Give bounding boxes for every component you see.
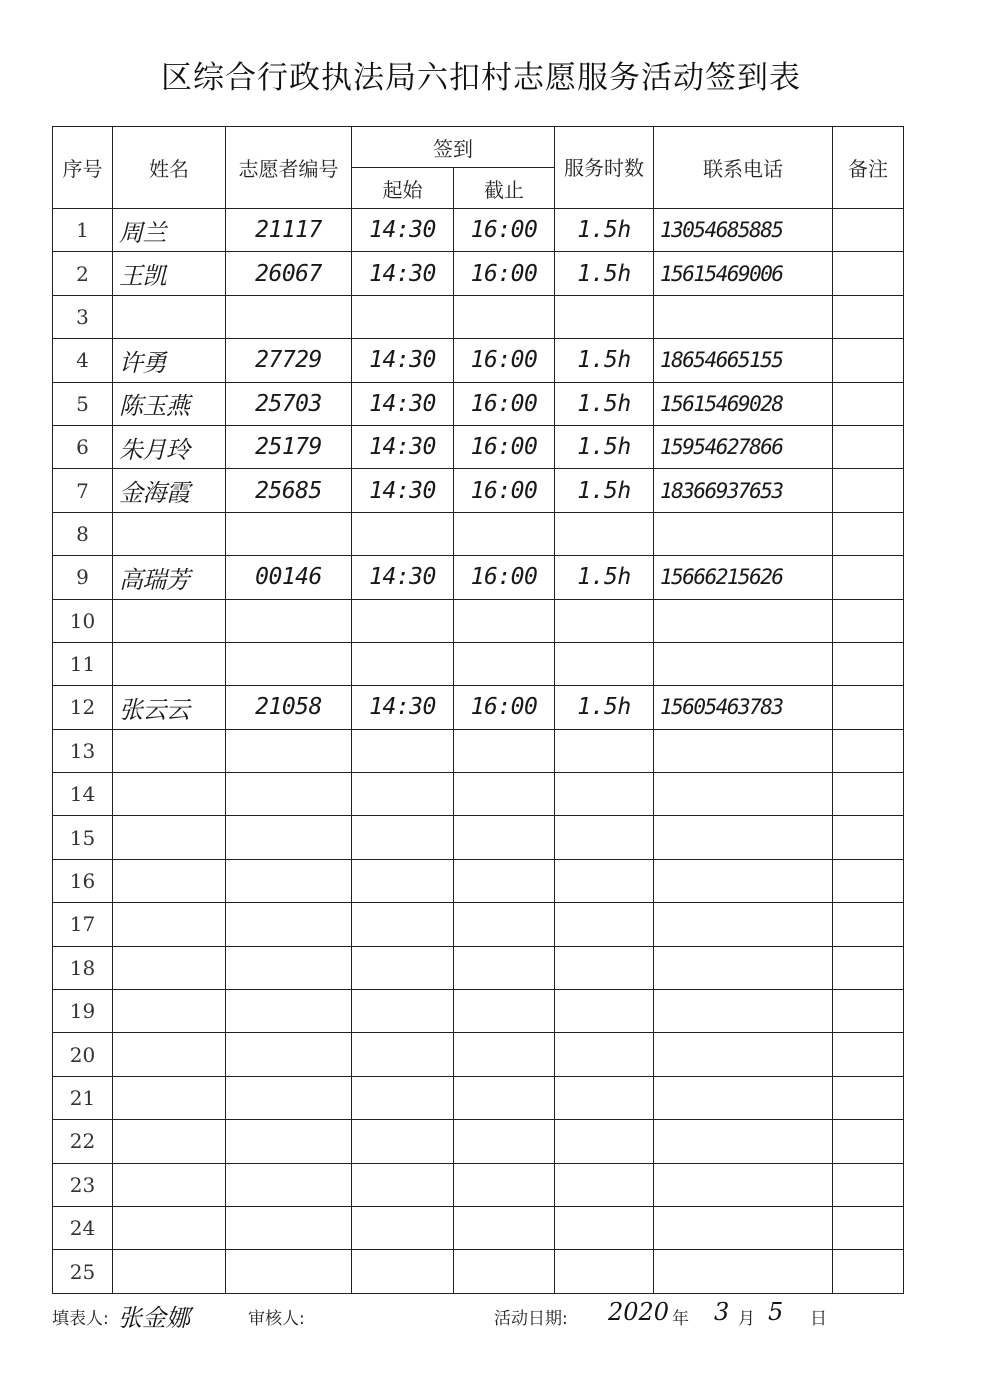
phone-number bbox=[654, 816, 833, 859]
date-year: 2020 bbox=[608, 1298, 670, 1326]
table-row bbox=[53, 990, 904, 1033]
row-number: 4 bbox=[53, 339, 113, 382]
service-hours bbox=[555, 295, 654, 338]
phone-number: 15615469028 bbox=[654, 382, 833, 425]
table-row bbox=[53, 642, 904, 685]
table-row bbox=[53, 1163, 904, 1206]
volunteer-name bbox=[113, 512, 226, 555]
form-title: 区综合行政执法局六扣村志愿服务活动签到表 bbox=[161, 60, 801, 96]
phone-number: 15615469006 bbox=[654, 252, 833, 295]
row-number: 9 bbox=[53, 556, 113, 599]
date-day: 5 bbox=[768, 1298, 784, 1326]
start-time: 14:30 bbox=[352, 339, 454, 382]
table-body bbox=[53, 209, 904, 1294]
header-service-hours: 服务时数 bbox=[555, 127, 654, 209]
end-time: 16:00 bbox=[454, 339, 555, 382]
service-hours bbox=[555, 1033, 654, 1076]
volunteer-name bbox=[113, 773, 226, 816]
end-time: 16:00 bbox=[454, 686, 555, 729]
row-number: 8 bbox=[53, 512, 113, 555]
end-time: 16:00 bbox=[454, 382, 555, 425]
volunteer-id bbox=[226, 990, 352, 1033]
row-number: 3 bbox=[53, 295, 113, 338]
volunteer-name bbox=[113, 1033, 226, 1076]
service-hours: 1.5h bbox=[555, 686, 654, 729]
end-time bbox=[454, 903, 555, 946]
service-hours bbox=[555, 903, 654, 946]
table-row bbox=[53, 252, 904, 295]
service-hours: 1.5h bbox=[555, 382, 654, 425]
end-time bbox=[454, 512, 555, 555]
table-row bbox=[53, 512, 904, 555]
start-time: 14:30 bbox=[352, 469, 454, 512]
end-time bbox=[454, 1206, 555, 1249]
end-time bbox=[454, 946, 555, 989]
volunteer-name bbox=[113, 1206, 226, 1249]
service-hours: 1.5h bbox=[555, 556, 654, 599]
start-time bbox=[352, 1076, 454, 1119]
reviewer-label: 审核人: bbox=[248, 1309, 305, 1329]
volunteer-name bbox=[113, 599, 226, 642]
volunteer-name: 王凯 bbox=[113, 252, 226, 295]
header-volunteer-id: 志愿者编号 bbox=[226, 127, 352, 209]
header-name: 姓名 bbox=[113, 127, 226, 209]
start-time: 14:30 bbox=[352, 425, 454, 468]
end-time: 16:00 bbox=[454, 252, 555, 295]
volunteer-id bbox=[226, 1250, 352, 1293]
date-label: 活动日期: bbox=[494, 1309, 568, 1329]
start-time bbox=[352, 903, 454, 946]
volunteer-id: 26067 bbox=[226, 252, 352, 295]
volunteer-name bbox=[113, 1250, 226, 1293]
table-row bbox=[53, 382, 904, 425]
volunteer-name: 许勇 bbox=[113, 339, 226, 382]
service-hours bbox=[555, 1206, 654, 1249]
phone-number bbox=[654, 773, 833, 816]
end-time: 16:00 bbox=[454, 556, 555, 599]
volunteer-id bbox=[226, 512, 352, 555]
row-number: 2 bbox=[53, 252, 113, 295]
table-row bbox=[53, 903, 904, 946]
phone-number bbox=[654, 1163, 833, 1206]
service-hours bbox=[555, 1163, 654, 1206]
volunteer-name: 朱月玲 bbox=[113, 425, 226, 468]
remark bbox=[833, 903, 904, 946]
start-time bbox=[352, 1206, 454, 1249]
table-row bbox=[53, 1120, 904, 1163]
header-start: 起始 bbox=[352, 168, 454, 209]
row-number: 10 bbox=[53, 599, 113, 642]
remark bbox=[833, 1163, 904, 1206]
table-row bbox=[53, 816, 904, 859]
start-time bbox=[352, 1250, 454, 1293]
phone-number: 18366937653 bbox=[654, 469, 833, 512]
remark bbox=[833, 1206, 904, 1249]
table-row bbox=[53, 339, 904, 382]
volunteer-id bbox=[226, 642, 352, 685]
start-time bbox=[352, 773, 454, 816]
row-number: 6 bbox=[53, 425, 113, 468]
service-hours: 1.5h bbox=[555, 469, 654, 512]
phone-number: 15605463783 bbox=[654, 686, 833, 729]
service-hours bbox=[555, 946, 654, 989]
phone-number bbox=[654, 1120, 833, 1163]
end-time bbox=[454, 1120, 555, 1163]
date-month: 3 bbox=[714, 1298, 730, 1326]
table-row bbox=[53, 209, 904, 252]
service-hours bbox=[555, 773, 654, 816]
remark bbox=[833, 295, 904, 338]
service-hours: 1.5h bbox=[555, 339, 654, 382]
header-no: 序号 bbox=[53, 127, 113, 209]
start-time: 14:30 bbox=[352, 686, 454, 729]
phone-number bbox=[654, 1250, 833, 1293]
start-time bbox=[352, 859, 454, 902]
remark bbox=[833, 425, 904, 468]
start-time bbox=[352, 1033, 454, 1076]
volunteer-name bbox=[113, 1076, 226, 1119]
remark bbox=[833, 469, 904, 512]
service-hours bbox=[555, 1120, 654, 1163]
start-time bbox=[352, 642, 454, 685]
start-time bbox=[352, 729, 454, 772]
remark bbox=[833, 946, 904, 989]
volunteer-name bbox=[113, 946, 226, 989]
phone-number bbox=[654, 642, 833, 685]
phone-number: 15954627866 bbox=[654, 425, 833, 468]
day-unit: 日 bbox=[810, 1309, 827, 1329]
phone-number bbox=[654, 599, 833, 642]
end-time bbox=[454, 773, 555, 816]
volunteer-id bbox=[226, 859, 352, 902]
phone-number bbox=[654, 1206, 833, 1249]
service-hours bbox=[555, 816, 654, 859]
end-time: 16:00 bbox=[454, 469, 555, 512]
table-row bbox=[53, 729, 904, 772]
sign-in-table bbox=[52, 126, 904, 1294]
volunteer-id: 21058 bbox=[226, 686, 352, 729]
start-time bbox=[352, 946, 454, 989]
volunteer-id: 00146 bbox=[226, 556, 352, 599]
table-row bbox=[53, 1033, 904, 1076]
service-hours bbox=[555, 729, 654, 772]
end-time bbox=[454, 729, 555, 772]
start-time bbox=[352, 1163, 454, 1206]
volunteer-name: 陈玉燕 bbox=[113, 382, 226, 425]
remark bbox=[833, 1076, 904, 1119]
end-time bbox=[454, 859, 555, 902]
remark bbox=[833, 859, 904, 902]
row-number: 17 bbox=[53, 903, 113, 946]
filler-signature: 张金娜 bbox=[118, 1304, 190, 1332]
volunteer-name bbox=[113, 295, 226, 338]
service-hours bbox=[555, 512, 654, 555]
month-unit: 月 bbox=[738, 1309, 755, 1329]
table-row bbox=[53, 295, 904, 338]
phone-number bbox=[654, 512, 833, 555]
service-hours bbox=[555, 1076, 654, 1119]
volunteer-name bbox=[113, 642, 226, 685]
phone-number bbox=[654, 295, 833, 338]
end-time bbox=[454, 599, 555, 642]
phone-number bbox=[654, 990, 833, 1033]
end-time bbox=[454, 990, 555, 1033]
remark bbox=[833, 729, 904, 772]
remark bbox=[833, 1250, 904, 1293]
phone-number bbox=[654, 946, 833, 989]
service-hours bbox=[555, 990, 654, 1033]
volunteer-id bbox=[226, 729, 352, 772]
service-hours: 1.5h bbox=[555, 425, 654, 468]
service-hours bbox=[555, 1250, 654, 1293]
row-number: 12 bbox=[53, 686, 113, 729]
table-row bbox=[53, 946, 904, 989]
filler-label: 填表人: bbox=[52, 1309, 109, 1329]
phone-number bbox=[654, 903, 833, 946]
row-number: 15 bbox=[53, 816, 113, 859]
start-time bbox=[352, 816, 454, 859]
form-footer bbox=[52, 1300, 912, 1330]
service-hours: 1.5h bbox=[555, 252, 654, 295]
start-time bbox=[352, 295, 454, 338]
volunteer-name bbox=[113, 990, 226, 1033]
row-number: 13 bbox=[53, 729, 113, 772]
end-time bbox=[454, 1033, 555, 1076]
volunteer-id bbox=[226, 1206, 352, 1249]
volunteer-id bbox=[226, 1163, 352, 1206]
volunteer-name bbox=[113, 1120, 226, 1163]
volunteer-id bbox=[226, 1076, 352, 1119]
remark bbox=[833, 686, 904, 729]
remark bbox=[833, 252, 904, 295]
remark bbox=[833, 1120, 904, 1163]
volunteer-id bbox=[226, 816, 352, 859]
row-number: 20 bbox=[53, 1033, 113, 1076]
phone-number bbox=[654, 729, 833, 772]
phone-number bbox=[654, 1076, 833, 1119]
row-number: 5 bbox=[53, 382, 113, 425]
volunteer-id: 21117 bbox=[226, 209, 352, 252]
remark bbox=[833, 990, 904, 1033]
volunteer-name bbox=[113, 729, 226, 772]
volunteer-name bbox=[113, 1163, 226, 1206]
end-time bbox=[454, 1076, 555, 1119]
volunteer-name: 周兰 bbox=[113, 209, 226, 252]
table-row bbox=[53, 686, 904, 729]
volunteer-id: 25179 bbox=[226, 425, 352, 468]
start-time: 14:30 bbox=[352, 382, 454, 425]
phone-number: 15666215626 bbox=[654, 556, 833, 599]
header-sign-in: 签到 bbox=[352, 127, 555, 168]
service-hours: 1.5h bbox=[555, 209, 654, 252]
end-time bbox=[454, 642, 555, 685]
volunteer-id bbox=[226, 946, 352, 989]
volunteer-id bbox=[226, 295, 352, 338]
remark bbox=[833, 816, 904, 859]
row-number: 24 bbox=[53, 1206, 113, 1249]
end-time bbox=[454, 816, 555, 859]
start-time bbox=[352, 512, 454, 555]
remark bbox=[833, 556, 904, 599]
start-time bbox=[352, 1120, 454, 1163]
start-time bbox=[352, 599, 454, 642]
service-hours bbox=[555, 859, 654, 902]
remark bbox=[833, 339, 904, 382]
phone-number: 18654665155 bbox=[654, 339, 833, 382]
remark bbox=[833, 1033, 904, 1076]
header-remarks: 备注 bbox=[833, 127, 904, 209]
remark bbox=[833, 382, 904, 425]
row-number: 7 bbox=[53, 469, 113, 512]
end-time: 16:00 bbox=[454, 425, 555, 468]
volunteer-id: 27729 bbox=[226, 339, 352, 382]
row-number: 23 bbox=[53, 1163, 113, 1206]
row-number: 14 bbox=[53, 773, 113, 816]
service-hours bbox=[555, 642, 654, 685]
table-row bbox=[53, 556, 904, 599]
row-number: 11 bbox=[53, 642, 113, 685]
table-row bbox=[53, 859, 904, 902]
table-row bbox=[53, 773, 904, 816]
table-row bbox=[53, 599, 904, 642]
phone-number bbox=[654, 1033, 833, 1076]
phone-number bbox=[654, 859, 833, 902]
end-time bbox=[454, 1250, 555, 1293]
start-time bbox=[352, 990, 454, 1033]
volunteer-id bbox=[226, 599, 352, 642]
volunteer-name bbox=[113, 816, 226, 859]
row-number: 18 bbox=[53, 946, 113, 989]
volunteer-id bbox=[226, 1033, 352, 1076]
row-number: 22 bbox=[53, 1120, 113, 1163]
volunteer-id: 25685 bbox=[226, 469, 352, 512]
volunteer-name bbox=[113, 859, 226, 902]
volunteer-name: 张云云 bbox=[113, 686, 226, 729]
remark bbox=[833, 209, 904, 252]
table-row bbox=[53, 425, 904, 468]
row-number: 19 bbox=[53, 990, 113, 1033]
volunteer-name: 金海霞 bbox=[113, 469, 226, 512]
table-row bbox=[53, 1250, 904, 1293]
header-end: 截止 bbox=[454, 168, 555, 209]
row-number: 25 bbox=[53, 1250, 113, 1293]
remark bbox=[833, 599, 904, 642]
remark bbox=[833, 773, 904, 816]
table-row bbox=[53, 1206, 904, 1249]
remark bbox=[833, 642, 904, 685]
volunteer-id bbox=[226, 903, 352, 946]
volunteer-id bbox=[226, 1120, 352, 1163]
row-number: 1 bbox=[53, 209, 113, 252]
end-time bbox=[454, 295, 555, 338]
volunteer-id: 25703 bbox=[226, 382, 352, 425]
start-time: 14:30 bbox=[352, 252, 454, 295]
start-time: 14:30 bbox=[352, 209, 454, 252]
service-hours bbox=[555, 599, 654, 642]
year-unit: 年 bbox=[672, 1309, 689, 1329]
row-number: 16 bbox=[53, 859, 113, 902]
volunteer-id bbox=[226, 773, 352, 816]
table-row bbox=[53, 1076, 904, 1119]
table-row bbox=[53, 469, 904, 512]
remark bbox=[833, 512, 904, 555]
phone-number: 13054685885 bbox=[654, 209, 833, 252]
end-time bbox=[454, 1163, 555, 1206]
end-time: 16:00 bbox=[454, 209, 555, 252]
volunteer-name: 高瑞芳 bbox=[113, 556, 226, 599]
start-time: 14:30 bbox=[352, 556, 454, 599]
row-number: 21 bbox=[53, 1076, 113, 1119]
header-phone: 联系电话 bbox=[654, 127, 833, 209]
volunteer-name bbox=[113, 903, 226, 946]
